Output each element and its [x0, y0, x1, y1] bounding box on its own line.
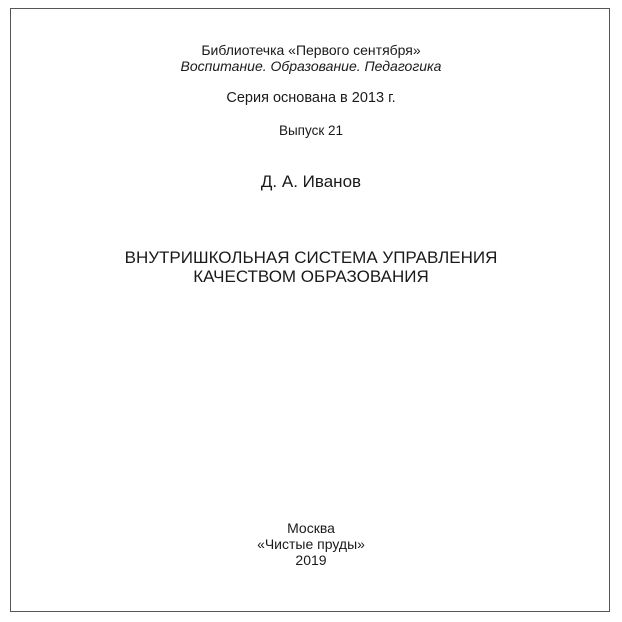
series-founded-note: Серия основана в 2013 г.	[226, 90, 396, 106]
issue-number: Выпуск 21	[278, 123, 344, 138]
series-subtitle: Воспитание. Образование. Педагогика	[180, 58, 442, 74]
series-library-name: Библиотечка «Первого сентября»	[201, 42, 421, 58]
imprint-publisher: «Чистые пруды»	[257, 536, 365, 552]
imprint-year: 2019	[295, 552, 327, 568]
book-title-line-2: КАЧЕСТВОМ ОБРАЗОВАНИЯ	[193, 267, 429, 286]
author-name: Д. А. Иванов	[260, 172, 362, 191]
imprint-city: Москва	[287, 520, 335, 536]
book-title-line-1: ВНУТРИШКОЛЬНАЯ СИСТЕМА УПРАВЛЕНИЯ	[124, 248, 498, 267]
